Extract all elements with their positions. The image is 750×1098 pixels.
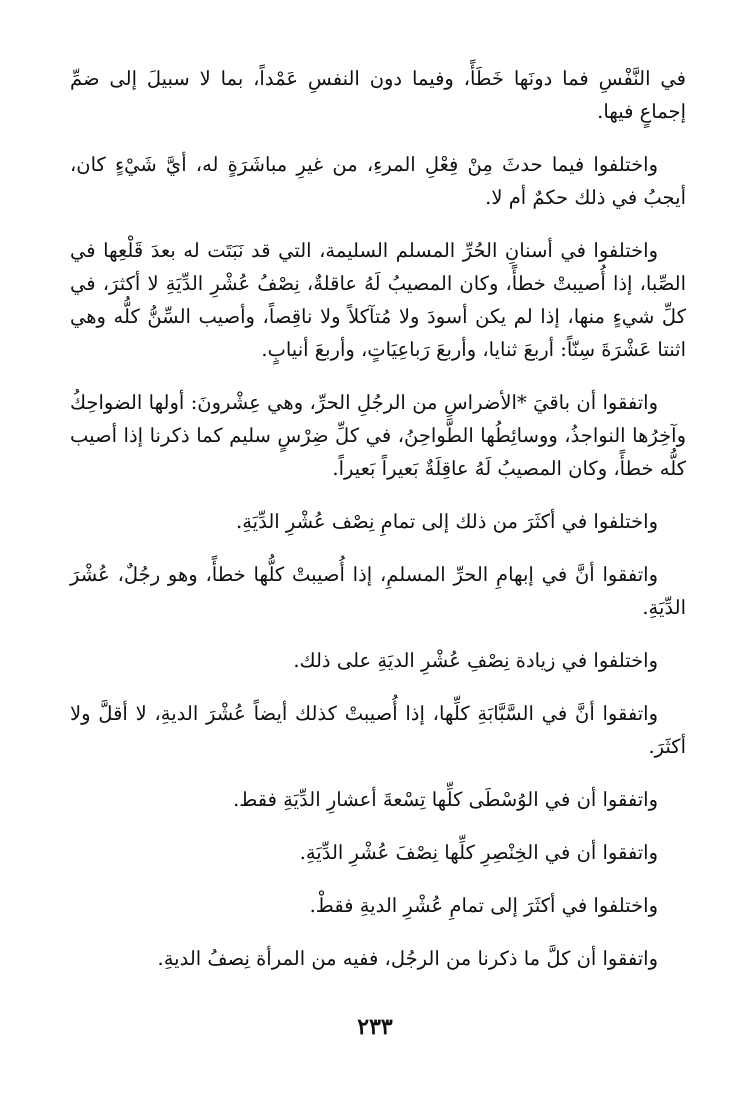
paragraph-3: واختلفوا في أسنانِ الحُرِّ المسلم السليمة، التي قد نَبَتَت له بعدَ قَلْعِها في الصِّبا، إذا أُصيبتْ خطأً، وكان المصيبُ لَهُ عاقلةٌ، نِصْفُ عُشْرِ الدِّيَةِ لا أكثرَ، في كلِّ شيءٍ منها، إذا لم يكن أسودَ ولا مُتآكلاً ولا ناقِصاً، وأصيب السِّنُّ كلُّه وهي اثنتا عَشْرَةَ سِنّاً: أربعَ ثنايا، وأربعَ رَباعِيَاتٍ، وأربعَ أنيابٍ. — [70, 239, 686, 361]
paragraph-7: واختلفوا في زيادة نِصْفِ عُشْرِ الديَةِ على ذلك. — [293, 649, 658, 672]
paragraph-2: واختلفوا فيما حدثَ مِنْ فِعْلِ المرءِ، من غيرِ مباشَرَةٍ له، أيَّ شَيْءٍ كان، أيجبُ في ذلك حكمٌ أم لا. — [70, 153, 686, 209]
paragraph-9: واتفقوا أن في الوُسْطَى كلِّها تِسْعةَ أعشارِ الدِّيَةِ فقط. — [233, 788, 658, 811]
paragraph-1: في النَّفْسِ فما دونَها خَطَأً، وفيما دون النفسِ عَمْداً، بما لا سبيلَ إلى ضمِّ إجماعٍ فيها. — [70, 67, 686, 123]
page-body — [70, 62, 686, 995]
paragraph-12: واتفقوا أن كلَّ ما ذكرنا من الرجُل، ففيه من المرأة نِصفُ الديةِ. — [157, 947, 658, 970]
paragraph-5: واختلفوا في أكثَرَ من ذلك إلى تمامِ نِصْف عُشْرِ الدِّيَةِ. — [236, 510, 658, 533]
paragraph-6: واتفقوا أنَّ في إبهامِ الحرِّ المسلمِ، إذا أُصيبتْ كلُّها خطأً، وهو رجُلٌ، عُشْرَ الدِّيَةِ. — [70, 563, 686, 619]
paragraph-4: واتفقوا أن باقيَ *الأضراسِ من الرجُلِ الحرِّ، وهي عِشْرونَ: أولها الضواحِكُ وآخِرُها النواجذُ، ووسائِطُها الطَّواحِنُ، في كلِّ ضِرْسٍ سليم كما ذكرنا إذا أصيب كلُّه خطأً، وكان المصيبُ لَهُ عاقِلَةٌ بَعيراً بَعيراً. — [70, 391, 686, 480]
paragraph-11: واختلفوا في أكثَرَ إلى تمامِ عُشْرِ الديةِ فقطْ. — [309, 894, 658, 917]
paragraph-8: واتفقوا أنَّ في السَّبَّابَةِ كلِّها، إذا أُصيبتْ كذلك أيضاً عُشْرَ الديةِ، لا أقلَّ ولا أكثَرَ. — [70, 702, 686, 758]
paragraph-10: واتفقوا أن في الخِنْصِرِ كلِّها نِصْفَ عُشْرِ الدِّيَةِ. — [299, 841, 658, 864]
page-number: ٢٣٣ — [357, 1014, 393, 1040]
